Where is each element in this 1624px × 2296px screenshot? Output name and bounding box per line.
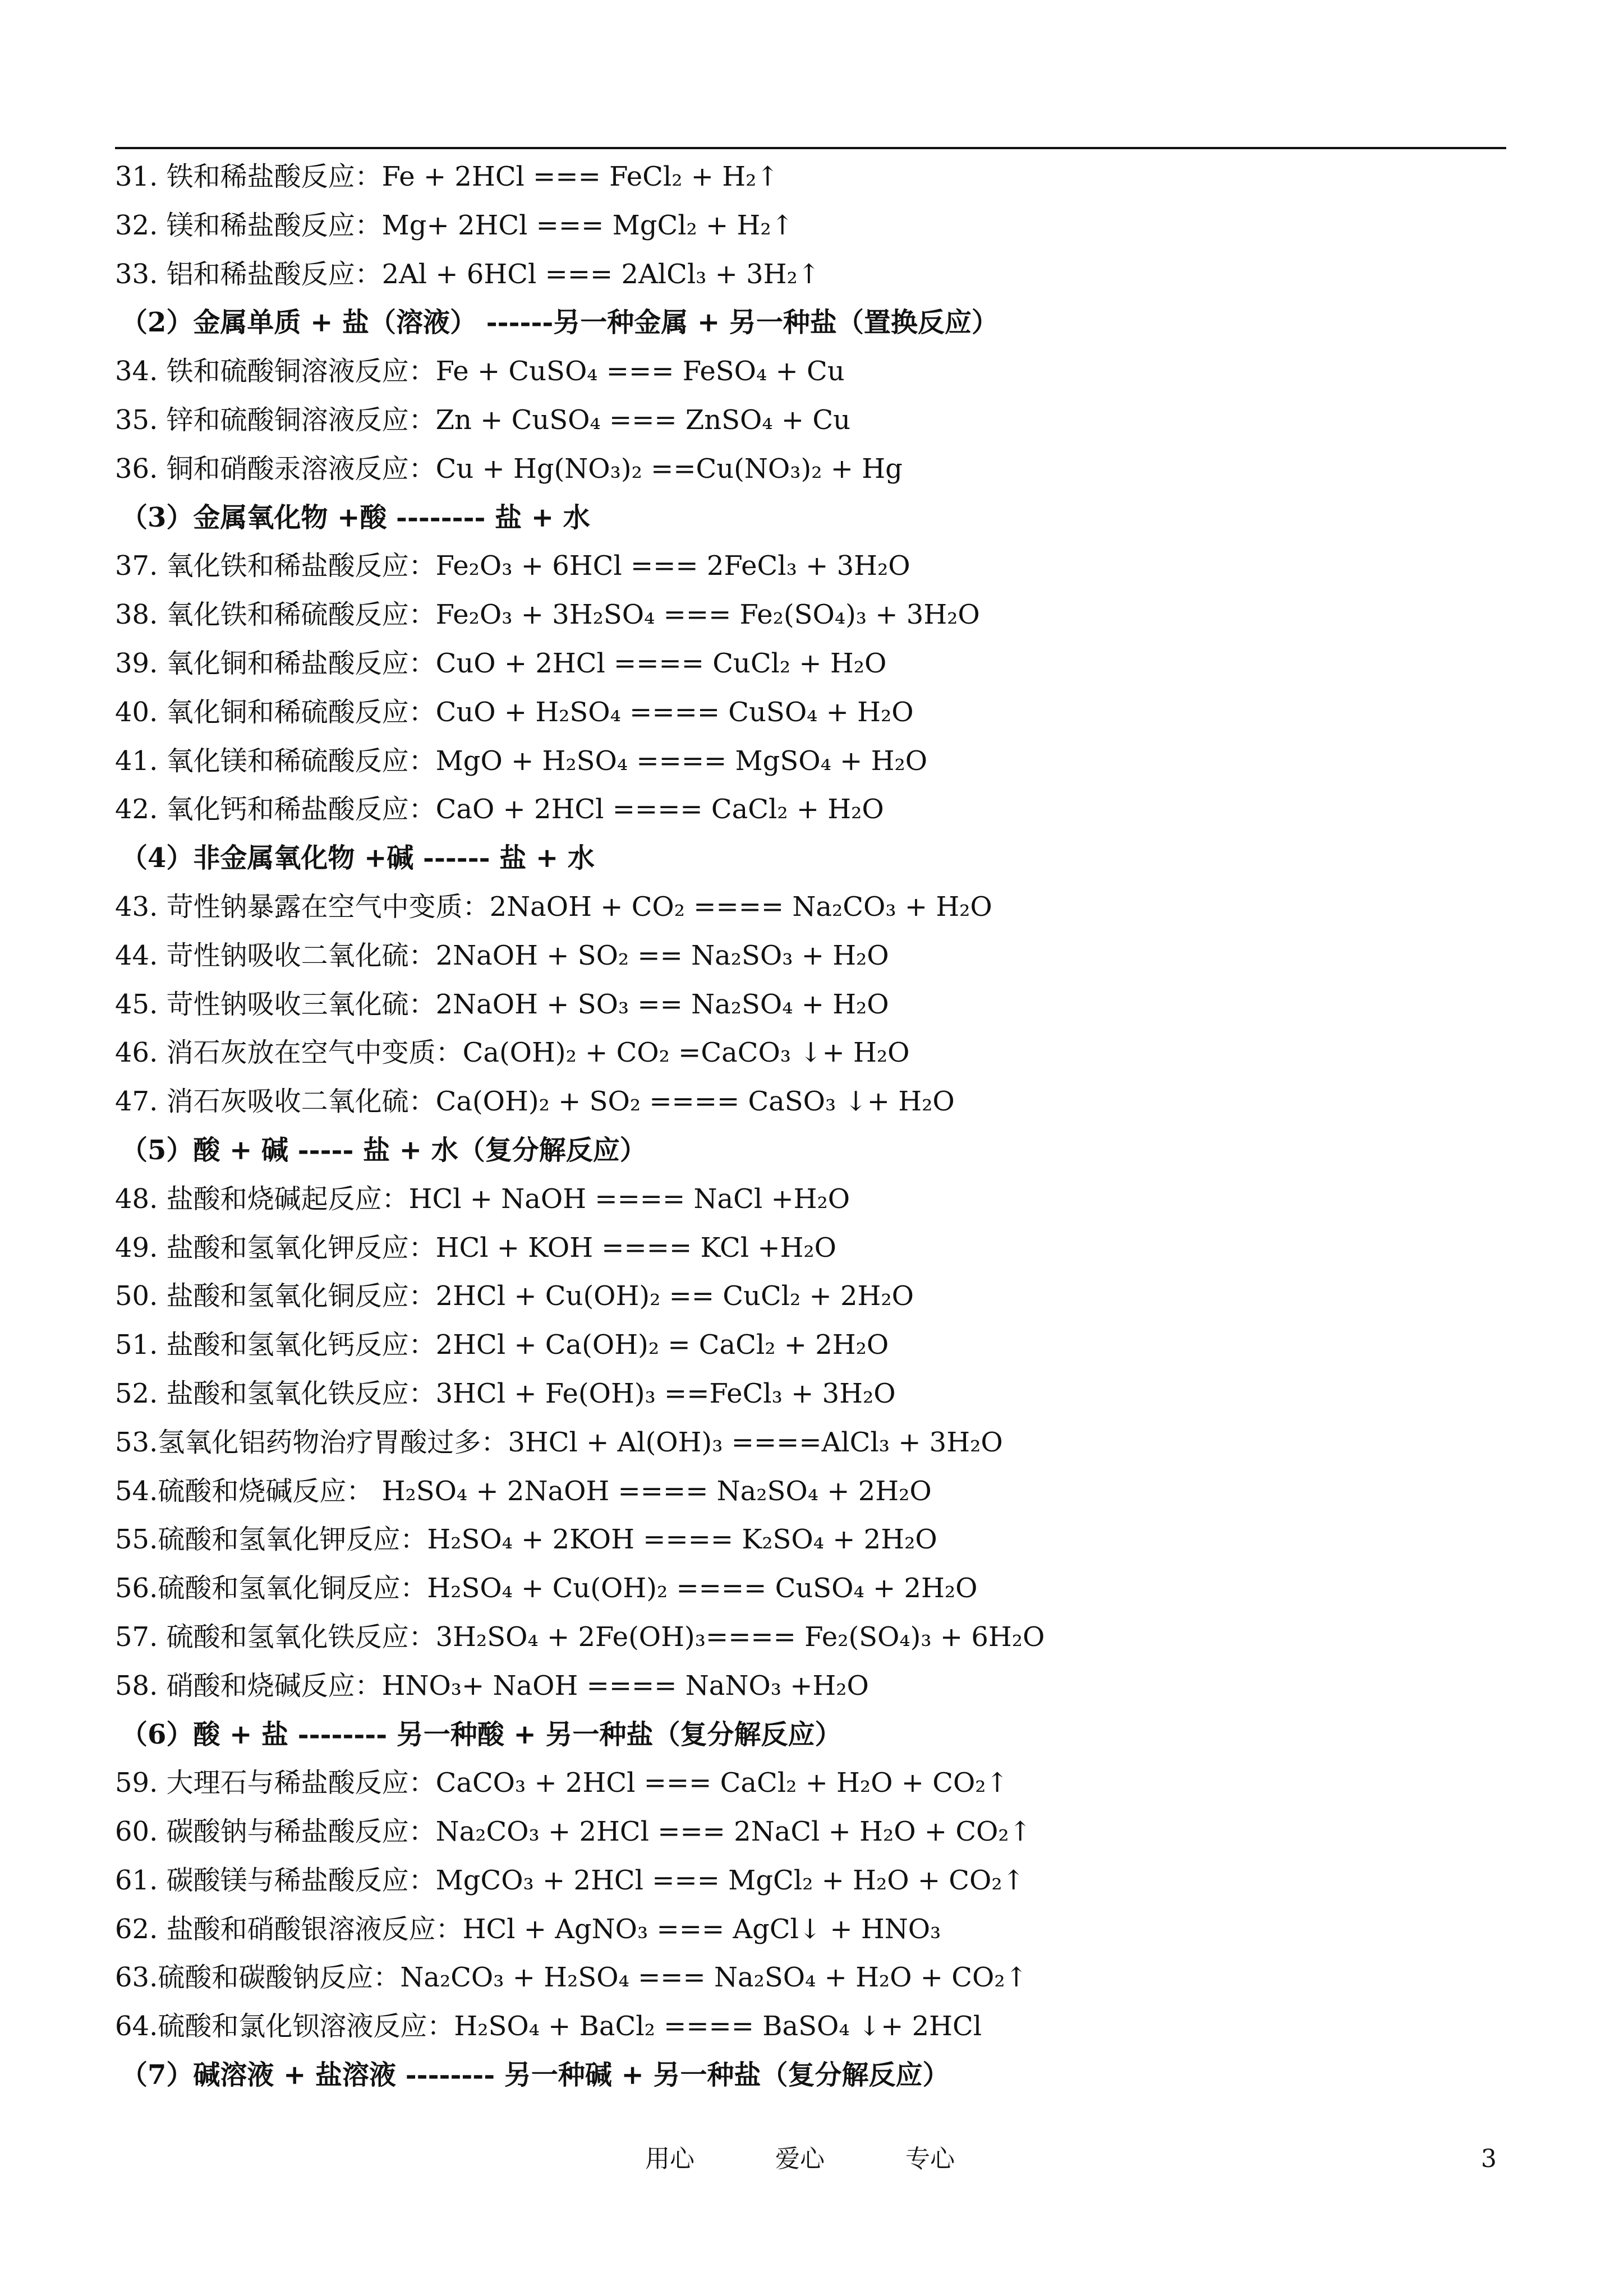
equation-line: 51. 盐酸和氢氧化钙反应：2HCl + Ca(OH)₂ = CaCl₂ + 2H₂O — [115, 1329, 889, 1361]
page-footer — [0, 2137, 1624, 2182]
equation-line: 38. 氧化铁和稀硫酸反应：Fe₂O₃ + 3H₂SO₄ === Fe₂(SO₄)₃ + 3H₂O — [115, 599, 980, 631]
equation-line: 62. 盐酸和硝酸银溶液反应：HCl + AgNO₃ === AgCl↓ + HNO₃ — [115, 1913, 941, 1945]
section-heading: （2）金属单质 + 盐（溶液） ------另一种金属 + 另一种盐（置换反应） — [121, 307, 999, 339]
equation-line: 32. 镁和稀盐酸反应：Mg+ 2HCl === MgCl₂ + H₂↑ — [115, 209, 794, 241]
equation-line: 47. 消石灰吸收二氧化硫：Ca(OH)₂ + SO₂ ==== CaSO₃ ↓+ H₂O — [115, 1086, 955, 1118]
equation-line: 58. 硝酸和烧碱反应：HNO₃+ NaOH ==== NaNO₃ +H₂O — [115, 1670, 869, 1702]
equation-line: 35. 锌和硫酸铜溶液反应：Zn + CuSO₄ === ZnSO₄ + Cu — [115, 404, 851, 436]
equation-line: 44. 苛性钠吸收二氧化硫：2NaOH + SO₂ == Na₂SO₃ + H₂O — [115, 939, 889, 971]
equation-line: 52. 盐酸和氢氧化铁反应：3HCl + Fe(OH)₃ ==FeCl₃ + 3H₂O — [115, 1377, 896, 1409]
equation-line: 45. 苛性钠吸收三氧化硫：2NaOH + SO₃ == Na₂SO₄ + H₂O — [115, 988, 889, 1020]
section-heading: （7）碱溶液 + 盐溶液 -------- 另一种碱 + 另一种盐（复分解反应） — [121, 2059, 950, 2091]
section-heading: （4）非金属氧化物 +碱 ------ 盐 + 水 — [121, 842, 595, 874]
equation-line: 43. 苛性钠暴露在空气中变质：2NaOH + CO₂ ==== Na₂CO₃ + H₂O — [115, 891, 992, 923]
header-rule — [115, 147, 1506, 149]
equation-line: 61. 碳酸镁与稀盐酸反应：MgCO₃ + 2HCl === MgCl₂ + H₂O + CO₂↑ — [115, 1864, 1025, 1896]
equation-line: 57. 硫酸和氢氧化铁反应：3H₂SO₄ + 2Fe(OH)₃==== Fe₂(SO₄)₃ + 6H₂O — [115, 1621, 1045, 1653]
equation-line: 33. 铝和稀盐酸反应：2Al + 6HCl === 2AlCl₃ + 3H₂↑ — [115, 258, 821, 290]
equation-line: 31. 铁和稀盐酸反应：Fe + 2HCl === FeCl₂ + H₂↑ — [115, 161, 779, 192]
section-heading: （5）酸 + 碱 ----- 盐 + 水（复分解反应） — [121, 1134, 647, 1166]
equation-line: 46. 消石灰放在空气中变质：Ca(OH)₂ + CO₂ =CaCO₃ ↓+ H₂O — [115, 1037, 910, 1069]
equation-line: 54.硫酸和烧碱反应： H₂SO₄ + 2NaOH ==== Na₂SO₄ + 2H₂O — [115, 1475, 932, 1507]
section-heading: （6）酸 + 盐 -------- 另一种酸 + 另一种盐（复分解反应） — [121, 1718, 842, 1750]
equation-line: 34. 铁和硫酸铜溶液反应：Fe + CuSO₄ === FeSO₄ + Cu — [115, 356, 845, 388]
equation-line: 41. 氧化镁和稀硫酸反应：MgO + H₂SO₄ ==== MgSO₄ + H₂O — [115, 745, 928, 777]
equation-line: 42. 氧化钙和稀盐酸反应：CaO + 2HCl ==== CaCl₂ + H₂O — [115, 794, 884, 826]
footer-motto-word: 爱心 — [775, 2145, 825, 2173]
equation-line: 59. 大理石与稀盐酸反应：CaCO₃ + 2HCl === CaCl₂ + H₂O + CO₂↑ — [115, 1767, 1009, 1799]
document-body — [115, 153, 1506, 2100]
equation-line: 63.硫酸和碳酸钠反应：Na₂CO₃ + H₂SO₄ === Na₂SO₄ + H₂O + CO₂↑ — [115, 1962, 1028, 1994]
page-number: 3 — [1481, 2145, 1497, 2173]
equation-line: 37. 氧化铁和稀盐酸反应：Fe₂O₃ + 6HCl === 2FeCl₃ + 3H₂O — [115, 550, 910, 582]
footer-motto-word: 用心 — [645, 2145, 694, 2173]
equation-line: 50. 盐酸和氢氧化铜反应：2HCl + Cu(OH)₂ == CuCl₂ + 2H₂O — [115, 1280, 914, 1312]
equation-line: 40. 氧化铜和稀硫酸反应：CuO + H₂SO₄ ==== CuSO₄ + H₂O — [115, 696, 914, 728]
equation-line: 48. 盐酸和烧碱起反应：HCl + NaOH ==== NaCl +H₂O — [115, 1183, 850, 1215]
equation-line: 39. 氧化铜和稀盐酸反应：CuO + 2HCl ==== CuCl₂ + H₂O — [115, 647, 887, 679]
footer-motto — [645, 2137, 1028, 2182]
equation-line: 64.硫酸和氯化钡溶液反应：H₂SO₄ + BaCl₂ ==== BaSO₄ ↓+ 2HCl — [115, 2011, 982, 2043]
section-heading: （3）金属氧化物 +酸 -------- 盐 + 水 — [121, 501, 590, 533]
equation-line: 53.氢氧化铝药物治疗胃酸过多：3HCl + Al(OH)₃ ====AlCl₃ + 3H₂O — [115, 1426, 1003, 1458]
equation-line: 55.硫酸和氢氧化钾反应：H₂SO₄ + 2KOH ==== K₂SO₄ + 2H₂O — [115, 1524, 937, 1556]
equation-line: 49. 盐酸和氢氧化钾反应：HCl + KOH ==== KCl +H₂O — [115, 1232, 837, 1264]
equation-line: 60. 碳酸钠与稀盐酸反应：Na₂CO₃ + 2HCl === 2NaCl + H₂O + CO₂↑ — [115, 1816, 1032, 1848]
equation-line: 36. 铜和硝酸汞溶液反应：Cu + Hg(NO₃)₂ ==Cu(NO₃)₂ + Hg — [115, 453, 903, 485]
footer-motto-word: 专心 — [905, 2145, 955, 2173]
equation-line: 56.硫酸和氢氧化铜反应：H₂SO₄ + Cu(OH)₂ ==== CuSO₄ + 2H₂O — [115, 1573, 978, 1605]
